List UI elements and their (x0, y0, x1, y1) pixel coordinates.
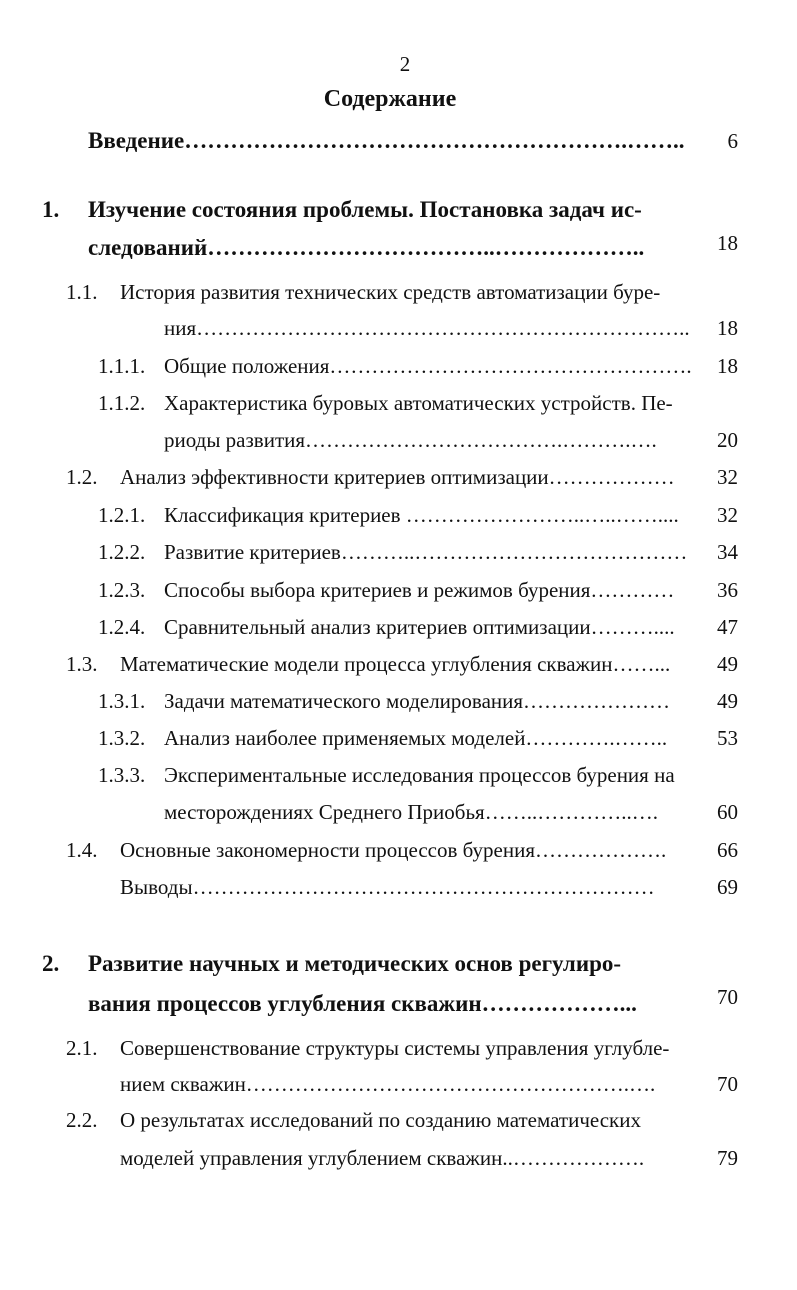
toc-entry-text: О результатах исследований по созданию математических (120, 1108, 641, 1132)
toc-entry-number: 1.2.2. (98, 540, 146, 564)
toc-entry-number: 2.2. (66, 1108, 98, 1132)
toc-page-number: 49 (717, 689, 738, 713)
toc-entry-text: Сравнительный анализ критериев оптимизации……….... (164, 615, 675, 639)
toc-entry-text: История развития технических средств автоматизации буре- (120, 280, 661, 304)
toc-page-number: 32 (717, 503, 738, 527)
toc-entry-text: Развитие научных и методических основ регулиро- (88, 951, 622, 976)
toc-entry-text: Экспериментальные исследования процессов бурения на (164, 763, 675, 787)
toc-entry-text: Задачи математического моделирования………………… (164, 689, 671, 713)
toc-entry-text: Выводы………………………………………………………… (120, 875, 655, 899)
toc-entry-number: 1.1.2. (98, 391, 146, 415)
toc-page-number: 32 (717, 465, 738, 489)
toc-page-number: 36 (717, 578, 738, 602)
toc-page-number: 70 (717, 985, 738, 1009)
toc-page-number: 34 (717, 540, 738, 564)
toc-page-number: 79 (717, 1146, 738, 1170)
toc-entry-text: нием скважин……………………………………………….…. (120, 1072, 656, 1096)
toc-page-number: 69 (717, 875, 738, 899)
toc-entry-number: 2.1. (66, 1036, 98, 1060)
toc-entry-text: ния…………………………………………………………….. (164, 316, 690, 340)
toc-page-number: 60 (717, 800, 738, 824)
toc-entry-number: 1.1.1. (98, 354, 146, 378)
toc-entry-text: моделей управления углублением скважин..………………. (120, 1146, 645, 1170)
toc-page-number: 47 (717, 615, 738, 639)
toc-entry-text: Способы выбора критериев и режимов бурения………… (164, 578, 675, 602)
toc-entry-number: 1.3.1. (98, 689, 146, 713)
toc-entry-text: Характеристика буровых автоматических устройств. Пе- (164, 391, 673, 415)
toc-entry-number: 1.3.3. (98, 763, 146, 787)
toc-entry-number: 1.2. (66, 465, 98, 489)
toc-entry-text: Математические модели процесса углубления скважин……... (120, 652, 671, 676)
page-title: Содержание (323, 86, 457, 112)
page-number: 2 (399, 52, 411, 76)
toc-entry-text: месторождениях Среднего Приобья……..…………..…. (164, 800, 658, 824)
toc-page-number: 70 (717, 1072, 738, 1096)
toc-entry-text: Основные закономерности процессов бурения………………. (120, 838, 667, 862)
toc-entry-text: Анализ наиболее применяемых моделей………….…….. (164, 726, 668, 750)
toc-entry-text: вания процессов углубления скважин………………... (88, 991, 637, 1016)
toc-entry-number: 1.2.4. (98, 615, 146, 639)
toc-page-number: 18 (717, 316, 738, 340)
toc-entry-text: Классификация критериев ……………………..…..…….... (164, 503, 679, 527)
toc-entry-number: 1. (42, 197, 60, 222)
toc-page-number: 53 (717, 726, 738, 750)
toc-page-number: 6 (727, 129, 738, 153)
toc-entry-text: Развитие критериев………..………………………………… (164, 540, 688, 564)
toc-entry-text: Анализ эффективности критериев оптимизации……………… (120, 465, 675, 489)
toc-entry-text: Совершенствование структуры системы управления углубле- (120, 1036, 670, 1060)
toc-page-number: 49 (717, 652, 738, 676)
toc-entry-number: 1.4. (66, 838, 98, 862)
toc-entry-text: Изучение состояния проблемы. Постановка задач ис- (88, 197, 642, 222)
toc-entry-number: 1.3. (66, 652, 98, 676)
toc-entry-text: Введение………………………………………………….…….. (88, 128, 685, 153)
toc-entry-number: 2. (42, 951, 60, 976)
toc-entry-text: риоды развития……………………………….……….…. (164, 428, 657, 452)
toc-entry-text: следований………………………………..……………….. (88, 235, 645, 260)
toc-entry-number: 1.3.2. (98, 726, 146, 750)
toc-page-number: 18 (717, 231, 738, 255)
toc-entry-number: 1.2.3. (98, 578, 146, 602)
toc-entry-number: 1.2.1. (98, 503, 146, 527)
toc-page-number: 66 (717, 838, 738, 862)
toc-page-number: 20 (717, 428, 738, 452)
toc-entry-text: Общие положения……………………………………………. (164, 354, 692, 378)
toc-entry-number: 1.1. (66, 280, 98, 304)
toc-page-number: 18 (717, 354, 738, 378)
